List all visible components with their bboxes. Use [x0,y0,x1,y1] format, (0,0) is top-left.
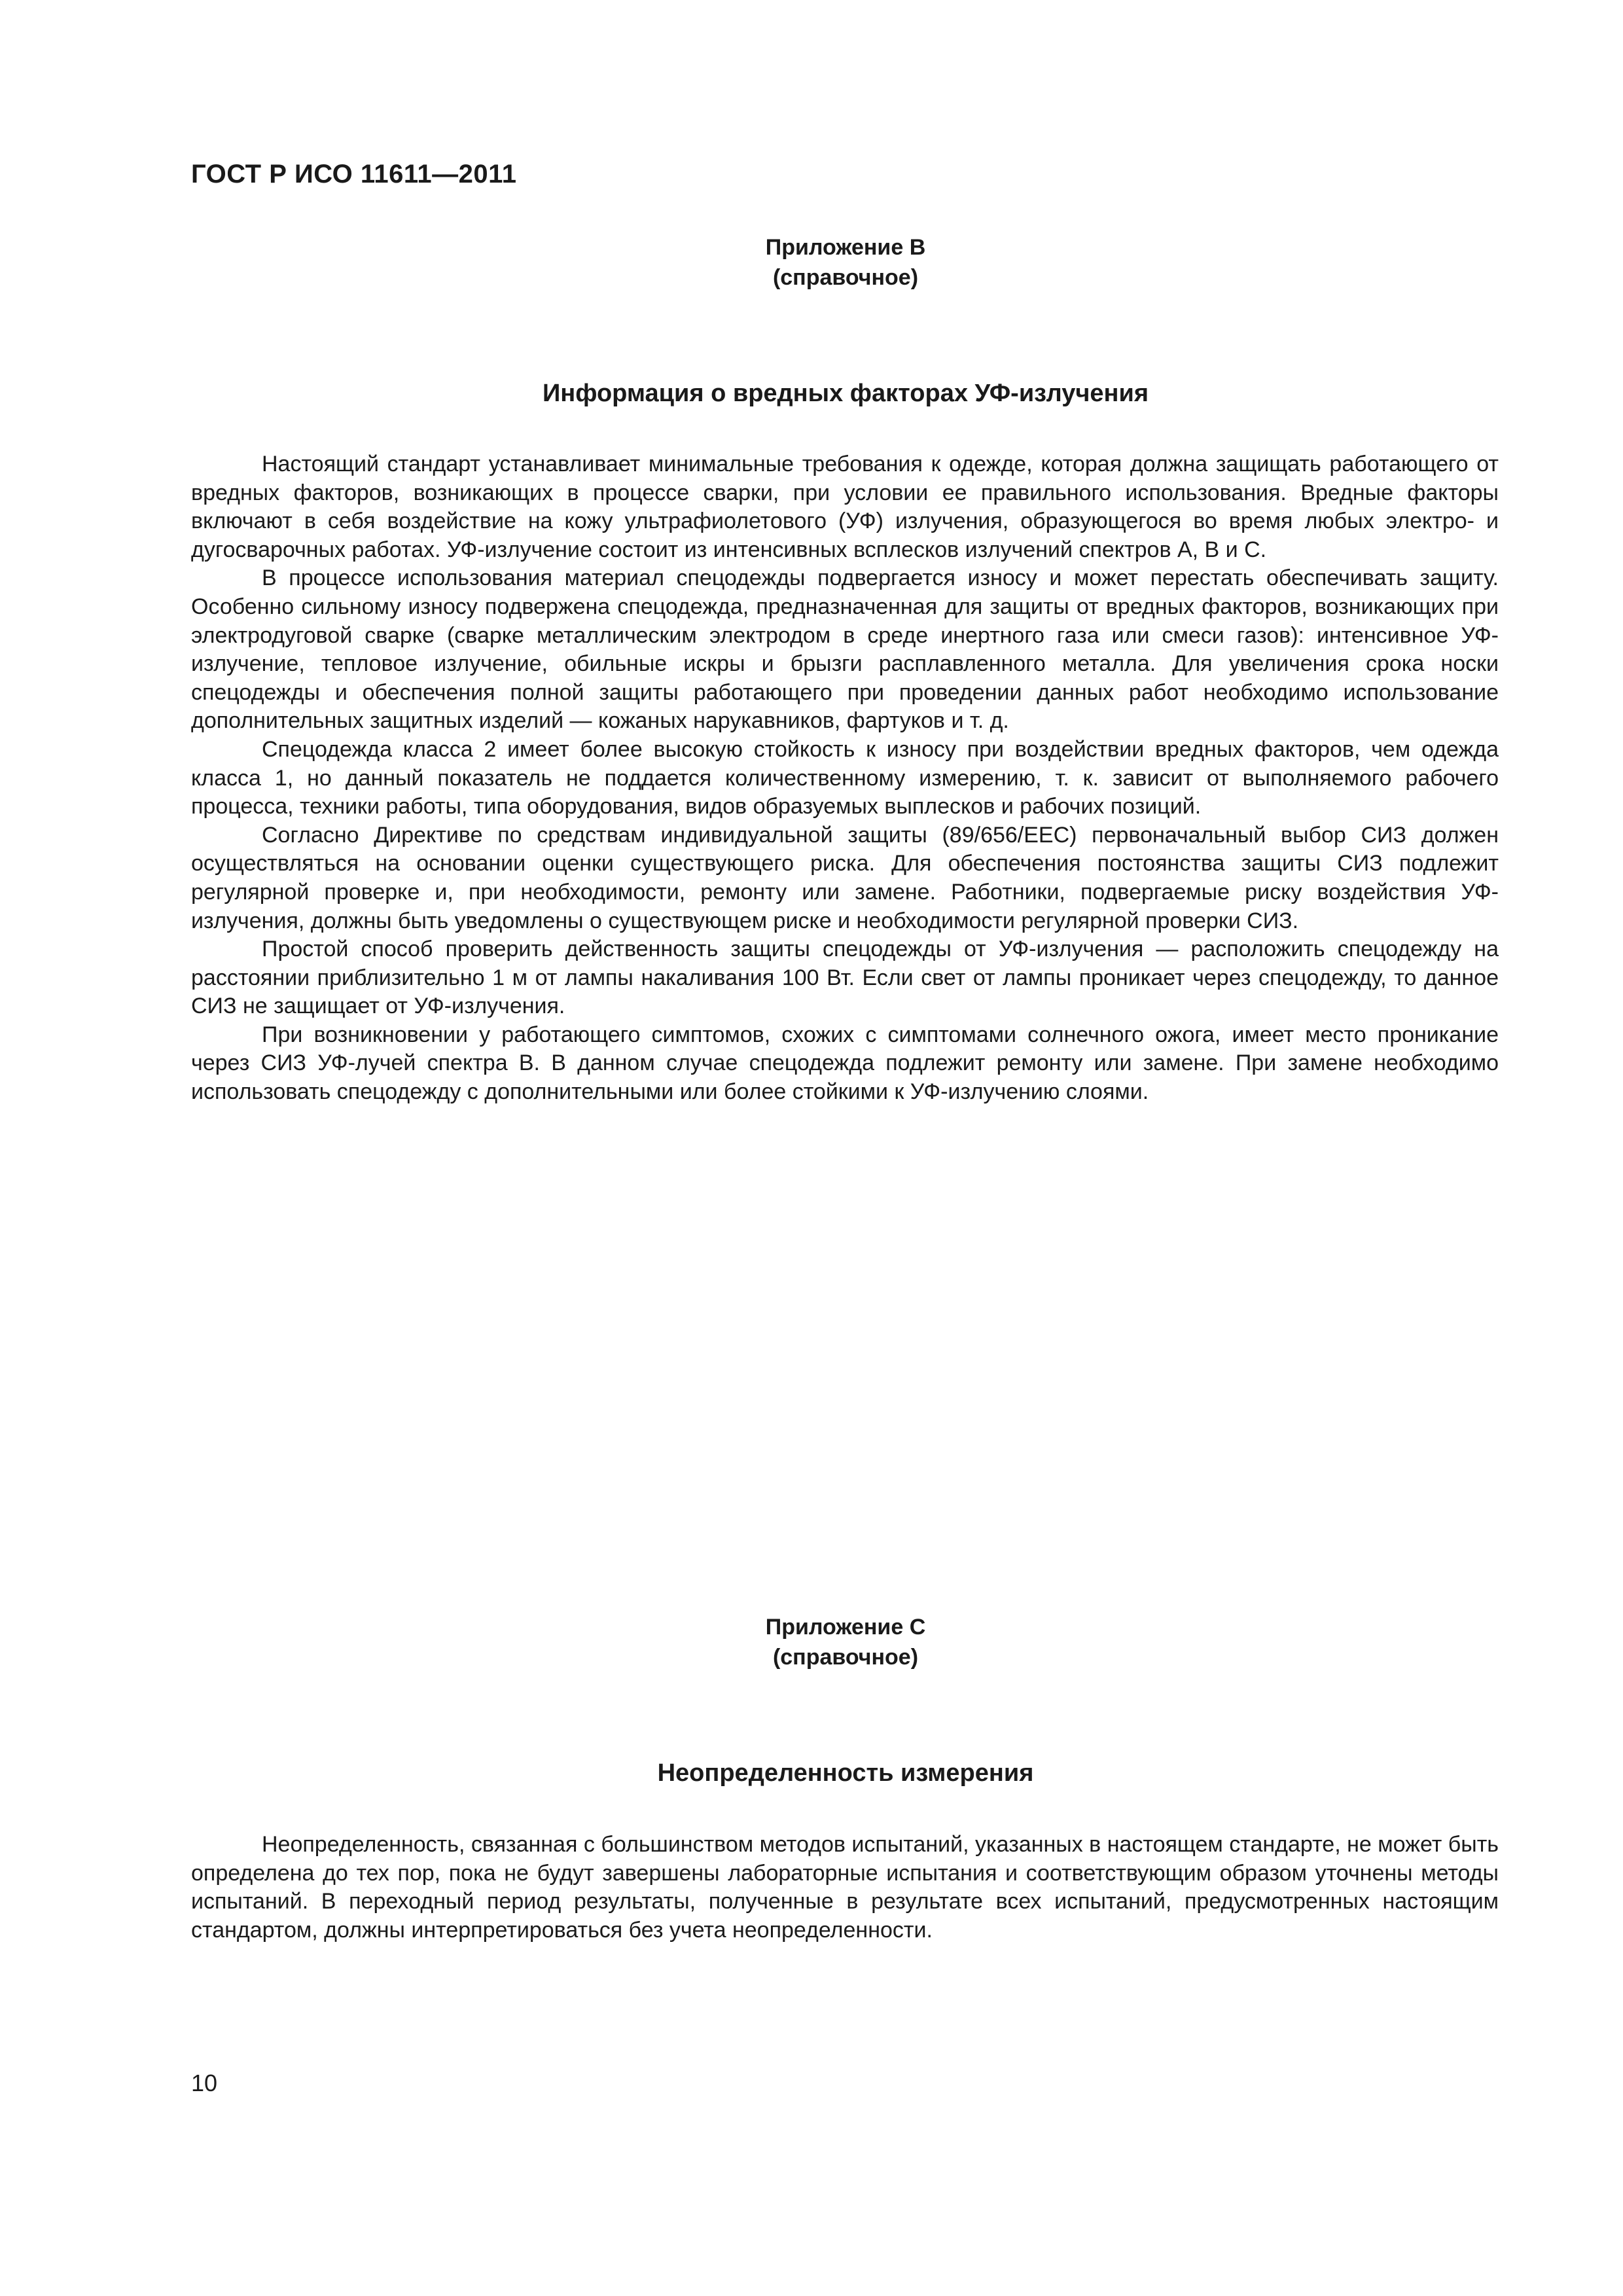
annex-c-heading [191,1612,1500,1672]
annex-b-title: Информация о вредных факторах УФ-излучения [542,380,1149,407]
document-code: ГОСТ Р ИСО 11611—2011 [191,160,517,188]
annex-b-paragraph: Спецодежда класса 2 имеет более высокую стойкость к износу при воздействии вредных факторов, чем одежда класса 1, но данный показатель не поддается количественному измерению, т. к. зависит от выполняемого рабочего процесса, техники работы, типа оборудования, видов образуемых выплесков и рабочих позиций. [191,736,1499,819]
annex-c-note: (справочное) [772,1645,919,1670]
annex-c-body [191,1831,1499,1945]
page-number: 10 [191,2070,218,2096]
annex-b-paragraph: Согласно Директиве по средствам индивидуальной защиты (89/656/EEC) первоначальный выбор СИЗ должен осуществляться на основании оценки существующего риска. Для обеспечения постоянства защиты СИЗ подлежит регулярной проверке и, при необходимости, ремонту или замене. Работники, подвергаемые риску воздействия УФ-излучения, должны быть уведомлены о существующем риске и необходимости регулярной проверки СИЗ. [191,822,1499,933]
annex-b-heading [191,232,1500,293]
annex-b-paragraph: Настоящий стандарт устанавливает минимальные требования к одежде, которая должна защищать работающего от вредных факторов, возникающих в процессе сварки, при условии ее правильного использования. Вредные факторы включают в себя воздействие на кожу ультрафиолетового (УФ) излучения, образующегося во время любых электро- и дугосварочных работах. УФ-излучение состоит из интенсивных всплесков излучений спектров А, В и С. [191,452,1499,562]
annex-b-label: Приложение В [765,235,926,260]
annex-c-title: Неопределенность измерения [657,1759,1034,1787]
annex-b-paragraph: При возникновении у работающего симптомов, схожих с симптомами солнечного ожога, имеет место проникание через СИЗ УФ-лучей спектра В. В данном случае спецодежда подлежит ремонту или замене. При замене необходимо использовать спецодежду с дополнительными или более стойкими к УФ-излучению слоями. [191,1022,1499,1105]
annex-c-paragraph: Неопределенность, связанная с большинством методов испытаний, указанных в настоящем стандарте, не может быть определена до тех пор, пока не будут завершены лабораторные испытания и соответствующим образом уточнены методы испытаний. В переходный период результаты, полученные в результате всех испытаний, предусмотренных настоящим стандартом, должны интерпретироваться без учета неопределенности. [191,1832,1499,1943]
annex-b-paragraph: Простой способ проверить действенность защиты спецодежды от УФ-излучения — расположить спецодежду на расстоянии приблизительно 1 м от лампы накаливания 100 Вт. Если свет от лампы проникает через спецодежду, то данное СИЗ не защищает от УФ-излучения. [191,937,1499,1019]
annex-b-body [191,450,1499,1107]
annex-b-note: (справочное) [772,265,919,290]
annex-c-label: Приложение С [765,1615,926,1640]
annex-b-paragraph: В процессе использования материал спецодежды подвергается износу и может перестать обеспечивать защиту. Особенно сильному износу подвержена спецодежда, предназначенная для защиты от вредных факторов, возникающих при электродуговой сварке (сварке металлическим электродом в среде инертного газа или смеси газов): интенсивное УФ-излучение, тепловое излучение, обильные искры и брызги расплавленного металла. Для увеличения срока носки спецодежды и обеспечения полной защиты работающего при проведении данных работ необходимо использование дополнительных защитных изделий — кожаных нарукавников, фартуков и т. д. [191,565,1499,734]
